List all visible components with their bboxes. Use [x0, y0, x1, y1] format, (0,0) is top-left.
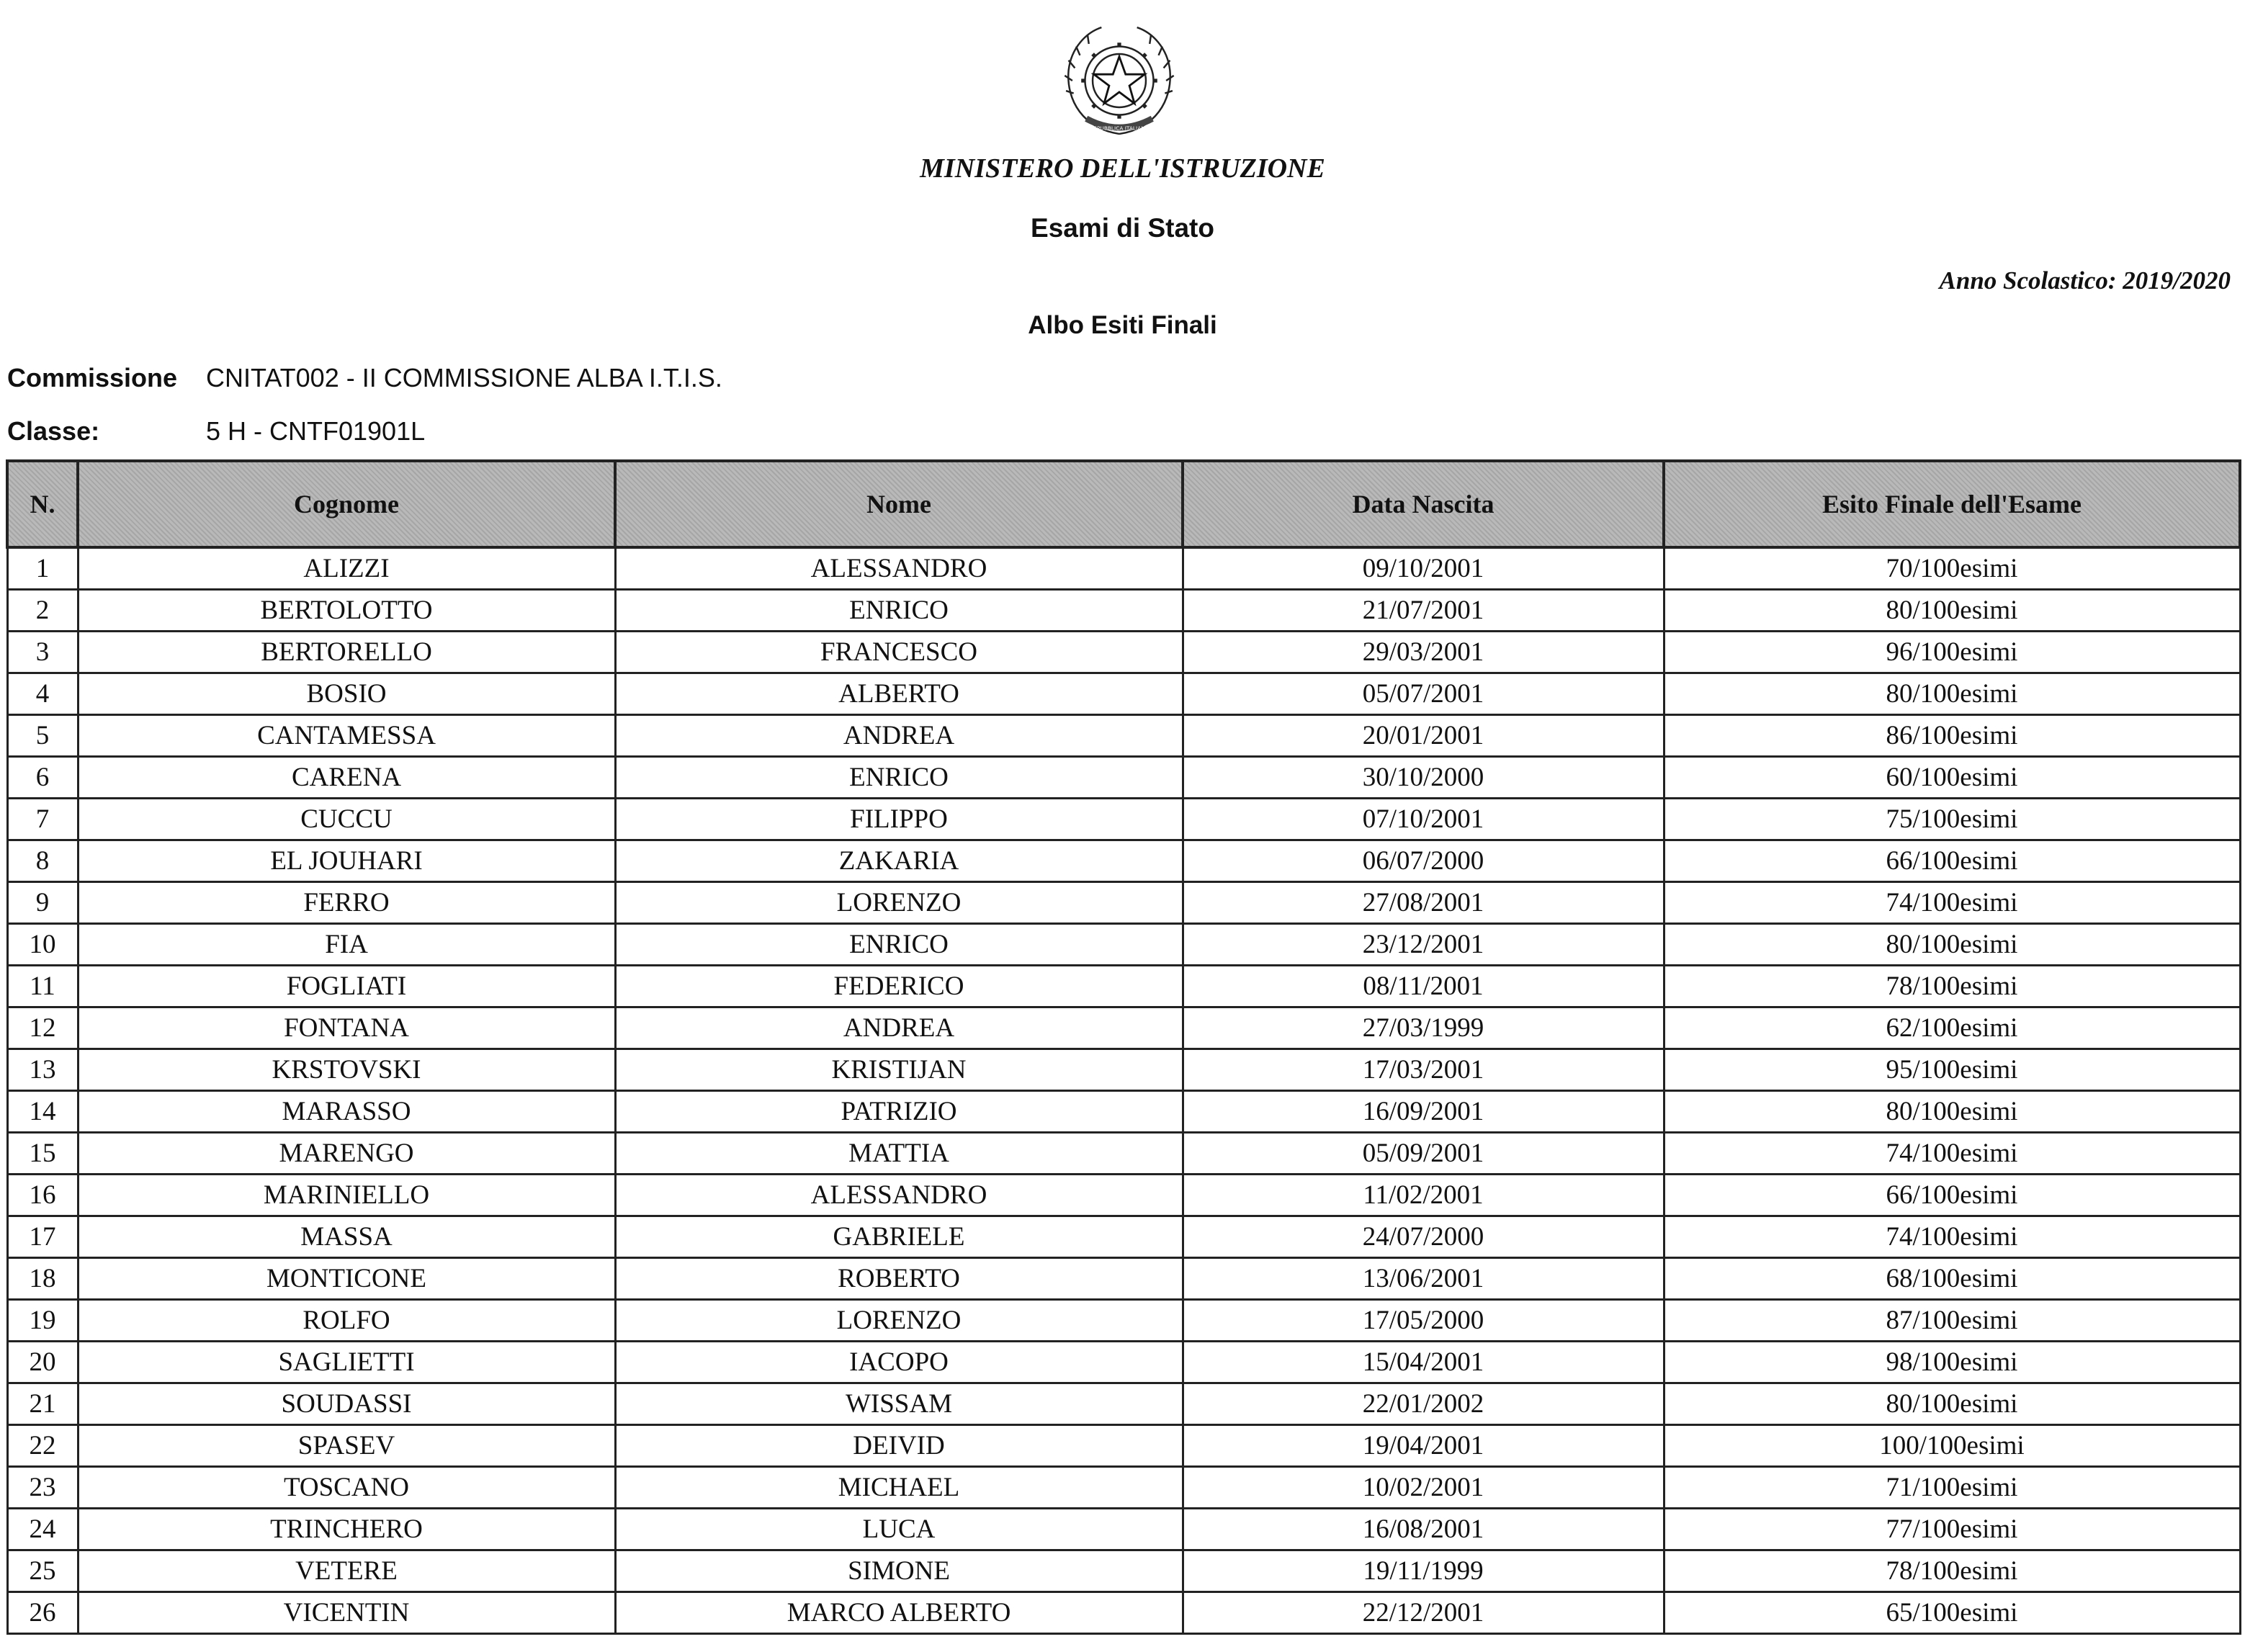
cell-cognome: CARENA [78, 757, 615, 799]
cell-cognome: BERTORELLO [78, 632, 615, 673]
cell-cognome: ROLFO [78, 1300, 615, 1342]
table-row [7, 1175, 2240, 1216]
cell-esito: 80/100esimi [1664, 590, 2240, 632]
cell-nome: ENRICO [615, 924, 1183, 966]
cell-esito: 98/100esimi [1664, 1342, 2240, 1383]
cell-esito: 66/100esimi [1664, 1175, 2240, 1216]
cell-data-nascita: 23/12/2001 [1183, 924, 1664, 966]
column-header-number: N. [7, 461, 78, 547]
cell-number: 25 [7, 1550, 78, 1592]
table-row [7, 1425, 2240, 1467]
cell-nome: ALESSANDRO [615, 1175, 1183, 1216]
cell-nome: MATTIA [615, 1133, 1183, 1175]
cell-nome: MARCO ALBERTO [615, 1592, 1183, 1634]
cell-nome: ZAKARIA [615, 840, 1183, 882]
cell-esito: 66/100esimi [1664, 840, 2240, 882]
ministry-title: MINISTERO DELL'ISTRUZIONE [920, 153, 1325, 184]
cell-nome: KRISTIJAN [615, 1049, 1183, 1091]
cell-esito: 75/100esimi [1664, 799, 2240, 840]
cell-nome: FILIPPO [615, 799, 1183, 840]
cell-data-nascita: 19/04/2001 [1183, 1425, 1664, 1467]
cell-cognome: MARASSO [78, 1091, 615, 1133]
cell-esito: 86/100esimi [1664, 715, 2240, 757]
cell-esito: 100/100esimi [1664, 1425, 2240, 1467]
cell-data-nascita: 30/10/2000 [1183, 757, 1664, 799]
cell-cognome: EL JOUHARI [78, 840, 615, 882]
column-header-esito: Esito Finale dell'Esame [1664, 461, 2240, 547]
cell-number: 14 [7, 1091, 78, 1133]
cell-cognome: MASSA [78, 1216, 615, 1258]
cell-number: 2 [7, 590, 78, 632]
cell-data-nascita: 17/05/2000 [1183, 1300, 1664, 1342]
cell-cognome: VETERE [78, 1550, 615, 1592]
cell-cognome: ALIZZI [78, 547, 615, 590]
cell-cognome: BERTOLOTTO [78, 590, 615, 632]
table-row [7, 1216, 2240, 1258]
cell-nome: ANDREA [615, 715, 1183, 757]
cell-data-nascita: 07/10/2001 [1183, 799, 1664, 840]
table-row [7, 547, 2240, 590]
cell-nome: PATRIZIO [615, 1091, 1183, 1133]
cell-data-nascita: 06/07/2000 [1183, 840, 1664, 882]
cell-number: 26 [7, 1592, 78, 1634]
cell-nome: LORENZO [615, 1300, 1183, 1342]
cell-number: 24 [7, 1509, 78, 1550]
cell-number: 22 [7, 1425, 78, 1467]
cell-esito: 87/100esimi [1664, 1300, 2240, 1342]
cell-esito: 71/100esimi [1664, 1467, 2240, 1509]
table-row [7, 1007, 2240, 1049]
table-body [7, 547, 2240, 1634]
table-row [7, 1258, 2240, 1300]
cell-number: 20 [7, 1342, 78, 1383]
cell-data-nascita: 16/08/2001 [1183, 1509, 1664, 1550]
cell-data-nascita: 09/10/2001 [1183, 547, 1664, 590]
cell-data-nascita: 19/11/1999 [1183, 1550, 1664, 1592]
cell-number: 23 [7, 1467, 78, 1509]
table-row [7, 715, 2240, 757]
table-header-row [7, 461, 2240, 547]
school-year: Anno Scolastico: 2019/2020 [1939, 266, 2231, 295]
cell-nome: SIMONE [615, 1550, 1183, 1592]
cell-number: 8 [7, 840, 78, 882]
commissione-label: Commissione [7, 363, 178, 392]
cell-nome: ANDREA [615, 1007, 1183, 1049]
cell-esito: 65/100esimi [1664, 1592, 2240, 1634]
column-header-data-nascita: Data Nascita [1183, 461, 1664, 547]
table-row [7, 673, 2240, 715]
cell-esito: 80/100esimi [1664, 1091, 2240, 1133]
cell-data-nascita: 22/01/2002 [1183, 1383, 1664, 1425]
table-row [7, 1509, 2240, 1550]
cell-nome: IACOPO [615, 1342, 1183, 1383]
cell-cognome: MARINIELLO [78, 1175, 615, 1216]
table-row [7, 882, 2240, 924]
table-row [7, 1467, 2240, 1509]
commissione-value: CNITAT002 - II COMMISSIONE ALBA I.T.I.S. [206, 363, 722, 392]
table-row [7, 590, 2240, 632]
table-row [7, 1091, 2240, 1133]
cell-cognome: KRSTOVSKI [78, 1049, 615, 1091]
cell-nome: ENRICO [615, 590, 1183, 632]
cell-data-nascita: 29/03/2001 [1183, 632, 1664, 673]
cell-nome: FEDERICO [615, 966, 1183, 1007]
cell-cognome: CUCCU [78, 799, 615, 840]
cell-data-nascita: 05/09/2001 [1183, 1133, 1664, 1175]
svg-text:REPUBBLICA ITALIANA: REPUBBLICA ITALIANA [1090, 125, 1149, 132]
cell-cognome: MONTICONE [78, 1258, 615, 1300]
cell-nome: FRANCESCO [615, 632, 1183, 673]
commissione-row [7, 363, 722, 393]
column-header-nome: Nome [615, 461, 1183, 547]
cell-data-nascita: 27/03/1999 [1183, 1007, 1664, 1049]
cell-data-nascita: 05/07/2001 [1183, 673, 1664, 715]
cell-nome: ALBERTO [615, 673, 1183, 715]
cell-cognome: FOGLIATI [78, 966, 615, 1007]
table-row [7, 757, 2240, 799]
cell-number: 15 [7, 1133, 78, 1175]
results-table [6, 459, 2241, 1635]
cell-cognome: TRINCHERO [78, 1509, 615, 1550]
cell-number: 21 [7, 1383, 78, 1425]
classe-row [7, 416, 425, 446]
cell-number: 19 [7, 1300, 78, 1342]
cell-number: 1 [7, 547, 78, 590]
cell-esito: 74/100esimi [1664, 882, 2240, 924]
cell-data-nascita: 10/02/2001 [1183, 1467, 1664, 1509]
document-title: Albo Esiti Finali [1028, 311, 1217, 339]
classe-label: Classe: [7, 416, 100, 446]
table-row [7, 1342, 2240, 1383]
table-row [7, 840, 2240, 882]
table-row [7, 966, 2240, 1007]
cell-number: 5 [7, 715, 78, 757]
table-row [7, 799, 2240, 840]
cell-data-nascita: 27/08/2001 [1183, 882, 1664, 924]
cell-nome: MICHAEL [615, 1467, 1183, 1509]
classe-value: 5 H - CNTF01901L [206, 416, 426, 446]
cell-esito: 77/100esimi [1664, 1509, 2240, 1550]
table-row [7, 632, 2240, 673]
cell-data-nascita: 13/06/2001 [1183, 1258, 1664, 1300]
exam-subtitle: Esami di Stato [1031, 213, 1214, 243]
cell-number: 10 [7, 924, 78, 966]
cell-esito: 68/100esimi [1664, 1258, 2240, 1300]
cell-number: 13 [7, 1049, 78, 1091]
cell-cognome: BOSIO [78, 673, 615, 715]
cell-esito: 70/100esimi [1664, 547, 2240, 590]
cell-esito: 62/100esimi [1664, 1007, 2240, 1049]
cell-number: 9 [7, 882, 78, 924]
column-header-cognome: Cognome [78, 461, 615, 547]
cell-esito: 96/100esimi [1664, 632, 2240, 673]
cell-data-nascita: 11/02/2001 [1183, 1175, 1664, 1216]
cell-number: 11 [7, 966, 78, 1007]
cell-cognome: FIA [78, 924, 615, 966]
cell-number: 4 [7, 673, 78, 715]
cell-nome: ALESSANDRO [615, 547, 1183, 590]
cell-nome: LORENZO [615, 882, 1183, 924]
cell-esito: 74/100esimi [1664, 1216, 2240, 1258]
cell-cognome: FONTANA [78, 1007, 615, 1049]
table-row [7, 1133, 2240, 1175]
cell-data-nascita: 17/03/2001 [1183, 1049, 1664, 1091]
cell-esito: 78/100esimi [1664, 1550, 2240, 1592]
cell-esito: 80/100esimi [1664, 1383, 2240, 1425]
cell-cognome: TOSCANO [78, 1467, 615, 1509]
cell-data-nascita: 24/07/2000 [1183, 1216, 1664, 1258]
cell-data-nascita: 21/07/2001 [1183, 590, 1664, 632]
cell-esito: 74/100esimi [1664, 1133, 2240, 1175]
cell-data-nascita: 20/01/2001 [1183, 715, 1664, 757]
cell-nome: WISSAM [615, 1383, 1183, 1425]
cell-esito: 80/100esimi [1664, 924, 2240, 966]
cell-number: 17 [7, 1216, 78, 1258]
cell-cognome: SAGLIETTI [78, 1342, 615, 1383]
table-row [7, 1550, 2240, 1592]
table-row [7, 1300, 2240, 1342]
cell-cognome: MARENGO [78, 1133, 615, 1175]
cell-number: 7 [7, 799, 78, 840]
cell-nome: DEIVID [615, 1425, 1183, 1467]
cell-esito: 60/100esimi [1664, 757, 2240, 799]
cell-nome: GABRIELE [615, 1216, 1183, 1258]
cell-esito: 78/100esimi [1664, 966, 2240, 1007]
cell-esito: 80/100esimi [1664, 673, 2240, 715]
cell-cognome: FERRO [78, 882, 615, 924]
cell-number: 6 [7, 757, 78, 799]
cell-cognome: SOUDASSI [78, 1383, 615, 1425]
cell-cognome: SPASEV [78, 1425, 615, 1467]
cell-nome: LUCA [615, 1509, 1183, 1550]
republic-emblem-icon [1056, 17, 1183, 144]
table-row [7, 1592, 2240, 1634]
cell-data-nascita: 22/12/2001 [1183, 1592, 1664, 1634]
cell-cognome: CANTAMESSA [78, 715, 615, 757]
cell-data-nascita: 15/04/2001 [1183, 1342, 1664, 1383]
cell-number: 18 [7, 1258, 78, 1300]
cell-nome: ROBERTO [615, 1258, 1183, 1300]
table-row [7, 1049, 2240, 1091]
cell-data-nascita: 16/09/2001 [1183, 1091, 1664, 1133]
cell-number: 12 [7, 1007, 78, 1049]
table-row [7, 924, 2240, 966]
cell-cognome: VICENTIN [78, 1592, 615, 1634]
cell-esito: 95/100esimi [1664, 1049, 2240, 1091]
table-row [7, 1383, 2240, 1425]
cell-number: 16 [7, 1175, 78, 1216]
cell-number: 3 [7, 632, 78, 673]
cell-nome: ENRICO [615, 757, 1183, 799]
cell-data-nascita: 08/11/2001 [1183, 966, 1664, 1007]
